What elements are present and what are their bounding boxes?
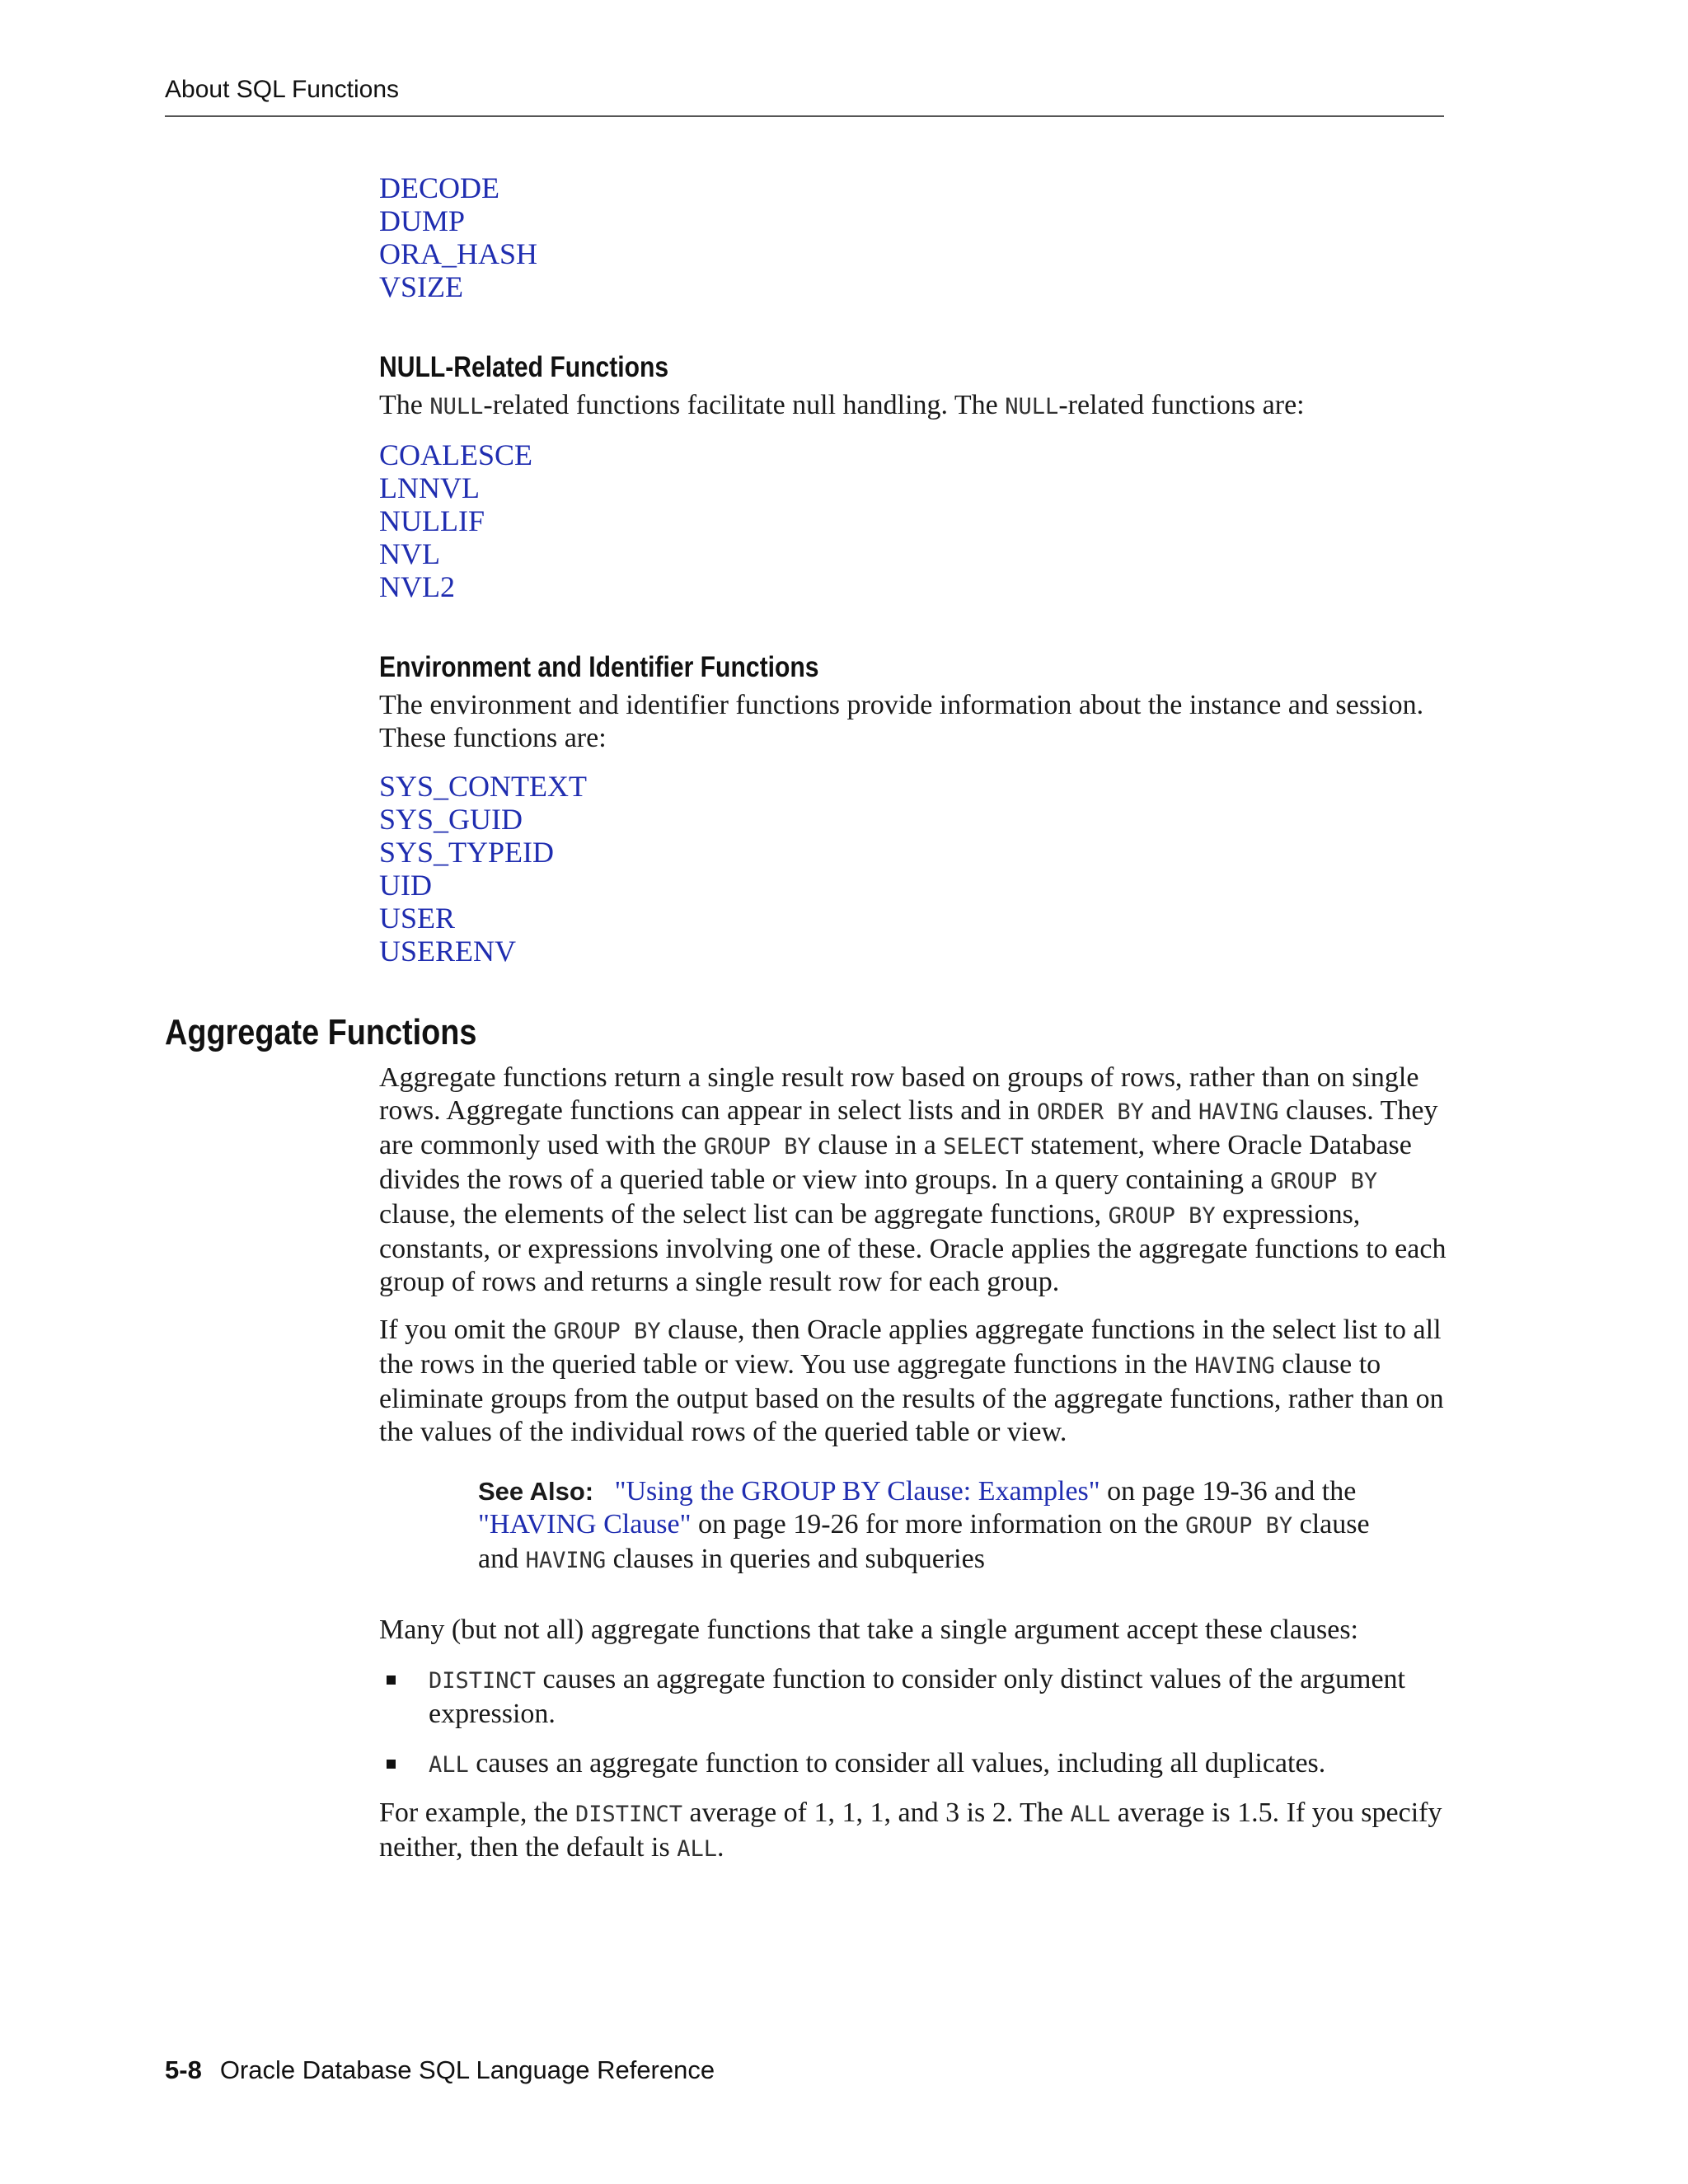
link-nullif[interactable]: NULLIF [379,504,485,537]
header-rule [165,115,1444,117]
link-having-clause[interactable]: "HAVING Clause" [478,1509,692,1540]
link-user[interactable]: USER [379,902,456,935]
link-nvl2[interactable]: NVL2 [379,570,455,603]
code-null: NULL [429,394,484,419]
heading-null-related-functions: NULL-Related Functions [379,351,669,383]
heading-aggregate-functions: Aggregate Functions [165,1012,477,1052]
env-link-list [379,770,1451,968]
code-having: HAVING [1198,1099,1279,1125]
env-intro-paragraph: The environment and identifier functions provide information about the instance and session. These functions are: [379,690,1424,753]
code-null: NULL [1005,394,1059,419]
aggregate-paragraph-1: Aggregate functions return a single result row based on groups of rows, rather than on single rows. Aggregate functions can appear in select lists and in ORDER BY and HAVING clauses. They are commonly used with the GROUP BY clause in a SELECT statement, where Oracle Database divides the rows of a queried table or view into groups. In a query containing a GROUP BY clause, the elements of the select list can be aggregate functions, GROUP BY expressions, constants, or expressions involving one of these. Oracle applies the aggregate functions to each group of rows and returns a single result row for each group. [379,1062,1447,1297]
link-sys-context[interactable]: SYS_CONTEXT [379,770,588,803]
link-sys-guid[interactable]: SYS_GUID [379,803,523,836]
aggregate-paragraph-3: Many (but not all) aggregate functions that take a single argument accept these clauses: [379,1615,1359,1645]
link-using-group-by-examples[interactable]: "Using the GROUP BY Clause: Examples" [614,1476,1100,1507]
link-uid[interactable]: UID [379,869,432,902]
bullet-square-icon [387,1760,396,1769]
see-also-note: See Also: "Using the GROUP BY Clause: Examples" on page 19-36 and the "HAVING Clause" on page 19-26 for more information on the GROUP BY clause and HAVING clauses in queries and subqueries [478,1476,1370,1574]
link-ora-hash[interactable]: ORA_HASH [379,237,538,270]
code-having: HAVING [525,1548,607,1573]
link-decode[interactable]: DECODE [379,171,499,204]
code-group-by: GROUP BY [1108,1203,1216,1229]
code-distinct: DISTINCT [574,1802,682,1827]
link-nvl[interactable]: NVL [379,537,440,570]
code-select: SELECT [943,1134,1024,1160]
content-column [379,171,1451,968]
code-distinct: DISTINCT [429,1668,537,1694]
page-footer [165,2055,715,2085]
aggregate-body [379,1062,1451,1866]
null-link-list [379,438,1451,603]
code-all: ALL [429,1752,469,1778]
bullet-distinct: DISTINCT causes an aggregate function to consider only distinct values of the argument expression. [379,1663,1451,1731]
code-group-by: GROUP BY [703,1134,811,1160]
link-sys-typeid[interactable]: SYS_TYPEID [379,836,555,869]
code-order-by: ORDER BY [1036,1099,1144,1125]
code-all: ALL [677,1836,717,1862]
book-title: Oracle Database SQL Language Reference [219,2055,715,2084]
link-userenv[interactable]: USERENV [379,935,517,968]
aggregate-paragraph-4: For example, the DISTINCT average of 1, 1, 1, and 3 is 2. The ALL average is 1.5. If you specify neither, then the default is ALL. [379,1797,1442,1863]
link-dump[interactable]: DUMP [379,204,466,237]
code-group-by: GROUP BY [1270,1169,1378,1194]
link-vsize[interactable]: VSIZE [379,270,463,303]
bullet-all: ALL causes an aggregate function to consider all values, including all duplicates. [379,1747,1451,1782]
link-lnnvl[interactable]: LNNVL [379,471,480,504]
null-intro-paragraph: The NULL-related functions facilitate null handling. The NULL-related functions are: [379,390,1305,420]
clause-bullet-list [379,1663,1451,1782]
page-number: 5-8 [165,2055,202,2084]
code-all: ALL [1070,1802,1111,1827]
see-also-label: See Also: [478,1477,594,1506]
intro-link-list [379,171,1451,303]
code-group-by: GROUP BY [1185,1513,1293,1539]
link-coalesce[interactable]: COALESCE [379,438,533,471]
code-having: HAVING [1194,1353,1275,1379]
aggregate-paragraph-2: If you omit the GROUP BY clause, then Oracle applies aggregate functions in the select list to all the rows in the queried table or view. You use aggregate functions in the HAVING clause to eliminate groups from the output based on the results of the aggregate functions, rather than on the values of the individual rows of the queried table or view. [379,1315,1444,1447]
heading-environment-identifier-functions: Environment and Identifier Functions [379,651,819,683]
running-header: About SQL Functions [165,76,400,103]
bullet-square-icon [387,1675,396,1685]
code-group-by: GROUP BY [553,1319,661,1344]
